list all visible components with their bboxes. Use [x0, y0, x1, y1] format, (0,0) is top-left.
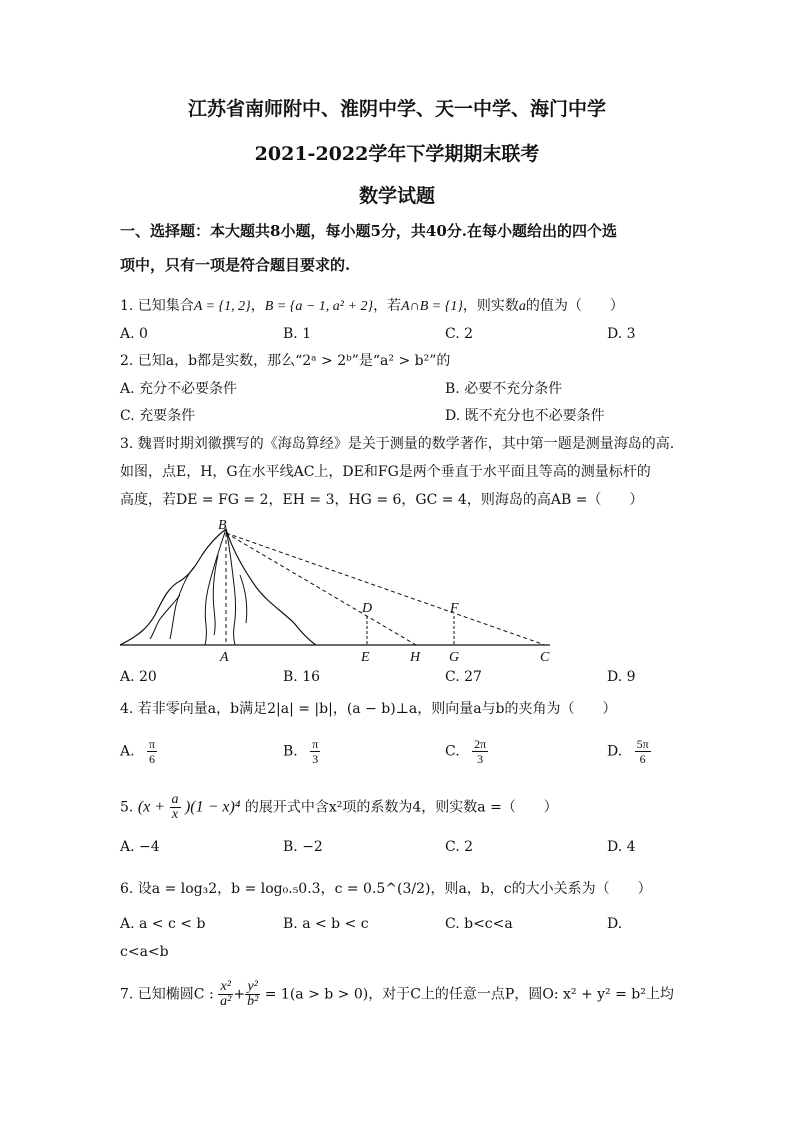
q3-line3: 高度，若DE = FG = 2，EH = 3，HG = 6，GC = 4，则海岛的高AB =（ ）	[120, 492, 644, 508]
q4-option-a-den: 6	[149, 752, 156, 766]
q4-option-d-frac	[635, 737, 651, 766]
q4-option-d-den: 6	[639, 752, 646, 766]
mountain-outline	[120, 529, 316, 645]
q6-option-d-wrap: c<a<b	[120, 944, 169, 960]
q3-option-c: C. 27	[445, 669, 482, 685]
q7-frac-y-num: y²	[245, 980, 260, 995]
q3-option-a: A. 20	[120, 669, 157, 685]
q6-stem: 6. 设a = log₃2，b = log₀.₅0.3，c = 0.5^(3/2)，则a，b，c的大小关系为（ ）	[120, 881, 652, 897]
q7-stem	[120, 980, 674, 1009]
q1-option-c: C. 2	[445, 326, 474, 342]
q3-option-d: D. 9	[607, 669, 636, 685]
label-c: C	[540, 650, 550, 665]
section-heading-line1: 一、选择题：本大题共8小题，每小题5分，共40分.在每小题给出的四个选	[120, 222, 617, 240]
section-heading-line2: 项中，只有一项是符合题目要求的.	[120, 256, 351, 274]
q1-var: a	[518, 299, 526, 314]
q3-line1: 3. 魏晋时期刘徽撰写的《海岛算经》是关于测量的数学著作，其中第一题是测量海岛的高.	[120, 436, 675, 452]
q2-option-a: A. 充分不必要条件	[120, 381, 238, 397]
q5-option-d: D. 4	[607, 839, 636, 855]
mountain-contour-6	[240, 575, 247, 623]
mountain-contour-4	[150, 595, 180, 639]
label-d: D	[362, 601, 373, 616]
q1-stem-a: 1. 已知集合	[120, 298, 194, 314]
q1-stem	[120, 297, 624, 316]
q2-option-d: D. 既不充分也不必要条件	[445, 408, 605, 424]
label-f: F	[450, 601, 459, 616]
q7-stem-b: = 1(a > b > 0)，对于C上的任意一点P，圆O: x² + y² = b²上均	[264, 986, 674, 1003]
island-figure	[110, 515, 560, 665]
label-h: H	[410, 650, 421, 665]
subject-title: 数学试题	[358, 185, 435, 207]
label-e: E	[361, 650, 370, 665]
q5-number: 5.	[120, 799, 134, 816]
mountain-contour-2	[226, 529, 236, 645]
q4-option-d	[607, 737, 651, 766]
q1-set-b: B = {a − 1, a² + 2}	[264, 299, 374, 314]
q5-option-c: C. 2	[445, 839, 474, 855]
q5-option-b: B. −2	[283, 839, 323, 855]
q5-expr-open: (x +	[137, 798, 166, 816]
q4-option-a	[120, 737, 157, 766]
q4-option-a-letter: A.	[120, 743, 135, 760]
q5-stem	[120, 793, 558, 822]
q7-frac-y	[245, 980, 260, 1009]
q7-frac-y-den: b²	[247, 994, 259, 1009]
sight-line-bh	[226, 533, 416, 645]
label-a: A	[220, 650, 229, 665]
q4-option-c-frac	[472, 737, 488, 766]
q1-set-a: A = {1, 2}	[193, 299, 251, 314]
q1-comma: ，	[250, 298, 265, 314]
q4-option-d-num: 5π	[636, 737, 649, 751]
q4-option-c-letter: C.	[445, 743, 460, 760]
q6-option-d: D.	[607, 916, 623, 932]
q7-stem-a: 7. 已知椭圆C :	[120, 986, 214, 1003]
q2-option-b: B. 必要不充分条件	[445, 381, 563, 397]
q4-option-b	[283, 737, 320, 766]
q5-stem-post: 的展开式中含x²项的系数为4，则实数a =（ ）	[244, 799, 558, 816]
q7-frac-x-num: x²	[218, 980, 233, 995]
q6-option-b: B. a < b < c	[283, 916, 369, 932]
q5-expr-close: )(1 − x)⁴	[184, 798, 241, 816]
q1-option-d: D. 3	[607, 326, 636, 342]
q4-option-a-num: π	[149, 737, 156, 751]
q1-stem-c: ，则实数	[462, 298, 519, 314]
q2-option-c: C. 充要条件	[120, 408, 196, 424]
q5-option-a: A. −4	[120, 839, 160, 855]
label-g: G	[449, 650, 460, 665]
q1-stem-b: ，若	[373, 298, 402, 314]
q4-option-b-num: π	[312, 737, 319, 751]
q3-option-b: B. 16	[283, 669, 321, 685]
q4-option-b-frac	[310, 737, 320, 766]
q4-option-c	[445, 737, 488, 766]
q7-frac-x	[218, 980, 233, 1009]
q4-option-c-num: 2π	[474, 737, 487, 751]
q4-stem: 4. 若非零向量a，b满足2|a| = |b|，(a − b)⊥a，则向量a与b的夹角为（ ）	[120, 701, 617, 717]
q6-option-c: C. b<c<a	[445, 916, 513, 932]
q3-line2: 如图，点E，H，G在水平线AC上，DE和FG是两个垂直于水平面且等高的测量标杆的	[120, 464, 651, 480]
label-b: B	[218, 518, 227, 533]
q5-frac-num: a	[171, 792, 179, 807]
q7-frac-x-den: a²	[220, 994, 232, 1009]
q6-option-a: A. a < c < b	[120, 916, 206, 932]
q4-option-c-den: 3	[477, 752, 484, 766]
q1-stem-d: 的值为（ ）	[525, 298, 624, 314]
q4-option-b-den: 3	[312, 752, 319, 766]
q7-plus: +	[233, 986, 246, 1003]
q5-frac	[170, 793, 181, 822]
term-title: 2021-2022学年下学期期末联考	[254, 143, 540, 165]
q1-condition: A∩B = {1}	[401, 299, 463, 314]
q4-option-b-letter: B.	[283, 743, 298, 760]
schools-title: 江苏省南师附中、淮阴中学、天一中学、海门中学	[187, 98, 606, 120]
q1-option-a: A. 0	[120, 326, 148, 342]
q4-option-a-frac	[147, 737, 157, 766]
q4-option-d-letter: D.	[607, 743, 623, 760]
q1-option-b: B. 1	[283, 326, 312, 342]
sight-line-bc	[226, 533, 545, 645]
q2-stem: 2. 已知a，b都是实数，那么“2ᵃ > 2ᵇ”是“a² > b²”的	[120, 353, 451, 369]
q5-frac-den: x	[171, 807, 179, 822]
